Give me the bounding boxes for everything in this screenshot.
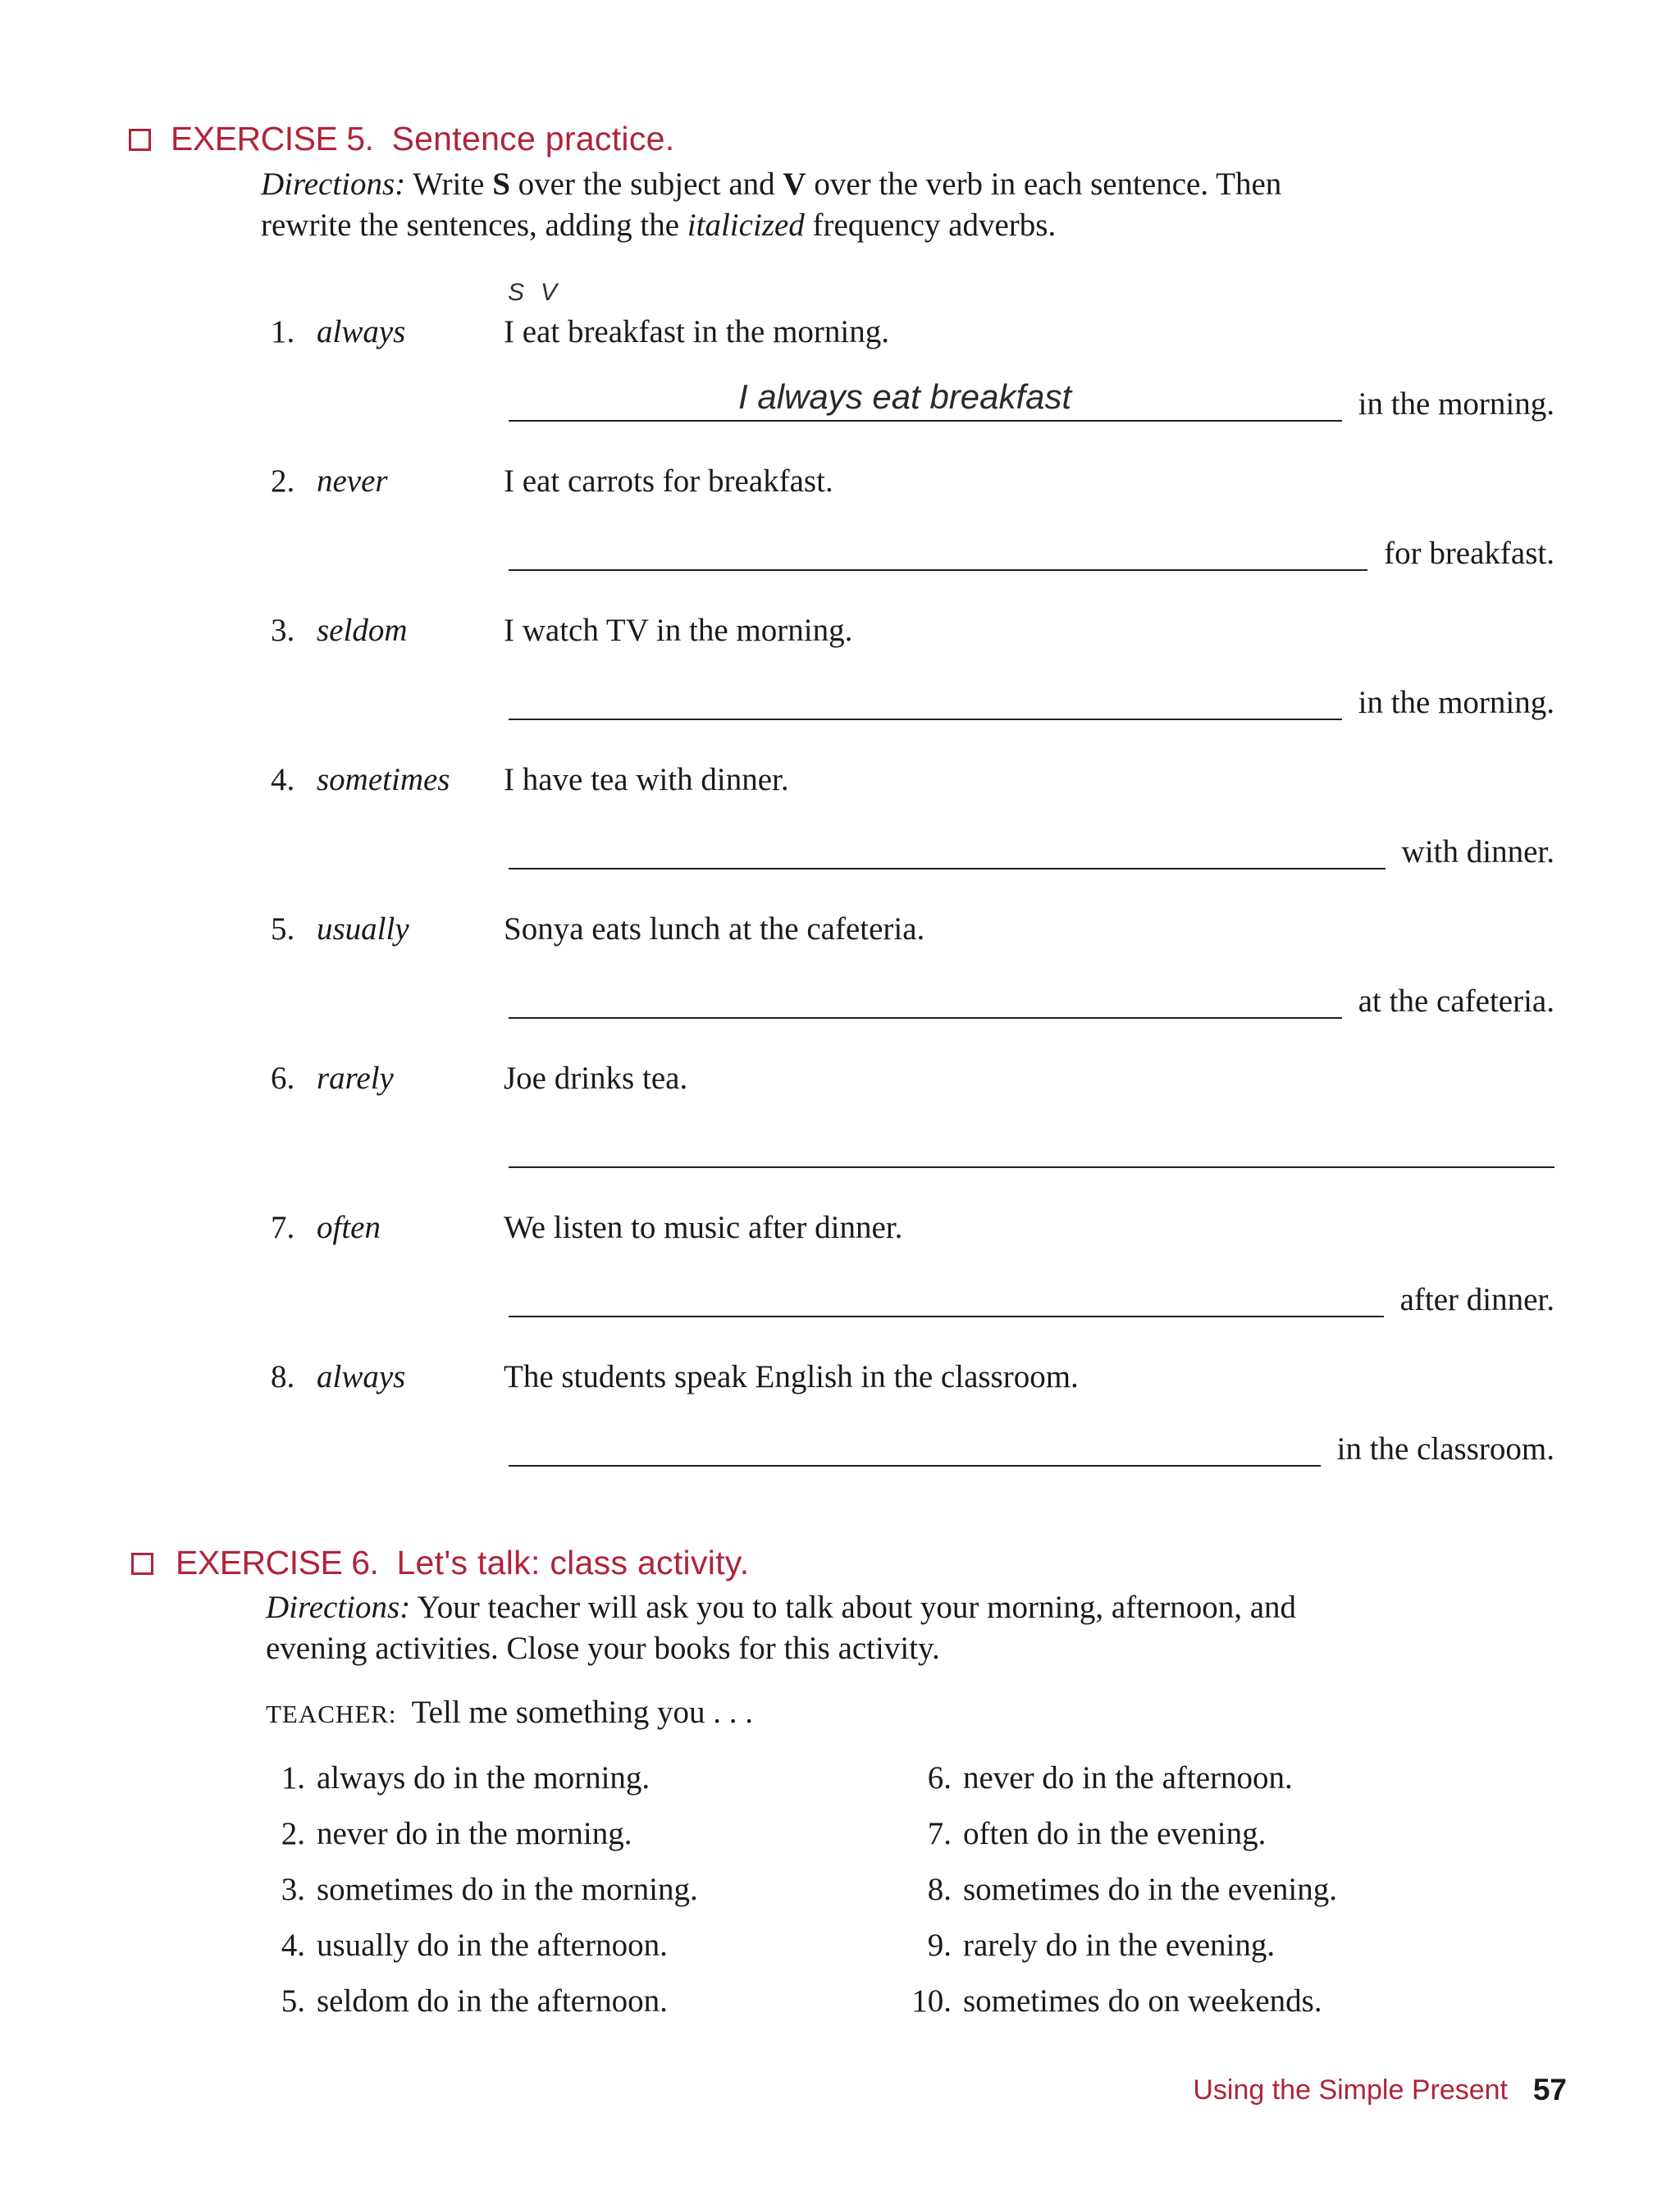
- sentence-ending: for breakfast.: [1384, 536, 1554, 571]
- exercise5-title: Sentence practice.: [391, 120, 675, 157]
- practice-sentence: Sonya eats lunch at the cafeteria.: [504, 911, 925, 947]
- footer-chapter-title: Using the Simple Present: [1193, 2074, 1508, 2106]
- exercise5-number: EXERCISE 5.: [171, 120, 374, 157]
- item-number: 6.: [271, 1061, 295, 1096]
- sentence-ending: in the morning.: [1358, 386, 1554, 422]
- activity-item: [917, 1759, 1293, 1796]
- exercise6-number: EXERCISE 6.: [176, 1544, 379, 1581]
- activity-item: [271, 1871, 698, 1908]
- activity-number: 9.: [927, 1928, 952, 1963]
- activity-text: always do in the morning.: [317, 1760, 651, 1796]
- practice-sentence: We listen to music after dinner.: [504, 1210, 903, 1245]
- sentence-ending: with dinner.: [1401, 834, 1554, 869]
- teacher-prompt-text: Tell me something you . . .: [411, 1695, 754, 1730]
- activity-number: 6.: [927, 1760, 952, 1796]
- verb-mark: V: [541, 279, 558, 306]
- practice-sentence: The students speak English in the classroom.: [504, 1359, 1079, 1394]
- activity-text: sometimes do in the evening.: [963, 1872, 1338, 1907]
- teacher-label: TEACHER:: [266, 1700, 397, 1728]
- frequency-adverb: often: [317, 1210, 381, 1245]
- activity-text: sometimes do on weekends.: [963, 1983, 1322, 2019]
- exercise5-directions-line2: rewrite the sentences, adding the italicized frequency adverbs.: [261, 208, 1057, 243]
- exercise6-checkbox[interactable]: [131, 1553, 153, 1575]
- practice-sentence: I eat carrots for breakfast.: [504, 463, 833, 499]
- activity-number: 1.: [281, 1760, 305, 1796]
- activity-number: 4.: [281, 1928, 305, 1963]
- activity-item: [271, 1759, 650, 1796]
- activity-item: [271, 1927, 668, 1964]
- activity-number: 3.: [281, 1872, 305, 1907]
- exercise5-directions-line1: Directions: Write S over the subject and V over the verb in each sentence. Then: [261, 167, 1282, 202]
- activity-number: 7.: [927, 1816, 952, 1851]
- frequency-adverb: rarely: [317, 1061, 394, 1096]
- item-number: 2.: [271, 463, 295, 499]
- activity-number: 2.: [281, 1816, 305, 1851]
- frequency-adverb: never: [317, 463, 388, 499]
- frequency-adverb: always: [317, 314, 406, 349]
- answer-blank[interactable]: [509, 868, 1386, 869]
- frequency-adverb: usually: [317, 911, 409, 947]
- item-number: 7.: [271, 1210, 295, 1245]
- item-number: 1.: [271, 314, 295, 349]
- sentence-ending: after dinner.: [1399, 1282, 1554, 1317]
- frequency-adverb: seldom: [317, 613, 408, 648]
- activity-number: 5.: [281, 1983, 305, 2019]
- activity-number: 10.: [911, 1983, 952, 2019]
- answer-blank[interactable]: [509, 719, 1342, 720]
- sentence-ending: in the morning.: [1358, 685, 1554, 720]
- activity-text: usually do in the afternoon.: [317, 1928, 668, 1963]
- activity-item: [917, 1815, 1266, 1852]
- answer-blank[interactable]: [509, 569, 1367, 571]
- answer-blank[interactable]: [509, 1465, 1321, 1467]
- exercise6-directions-line1: Directions: Your teacher will ask you to talk about your morning, afternoon, and: [266, 1590, 1297, 1625]
- activity-text: seldom do in the afternoon.: [317, 1983, 668, 2019]
- item-number: 3.: [271, 613, 295, 648]
- frequency-adverb: sometimes: [317, 762, 450, 797]
- exercise6-title: Let's talk: class activity.: [396, 1544, 750, 1581]
- exercise6-directions-line2: evening activities. Close your books for this activity.: [266, 1631, 940, 1666]
- activity-item: [901, 1983, 1322, 2019]
- activity-text: never do in the morning.: [317, 1816, 632, 1851]
- practice-sentence: Joe drinks tea.: [504, 1061, 688, 1096]
- answer-blank[interactable]: [509, 1017, 1342, 1019]
- answer-blank[interactable]: [509, 1316, 1384, 1317]
- activity-item: [917, 1927, 1275, 1964]
- exercise5-checkbox[interactable]: [129, 129, 151, 151]
- answer-blank[interactable]: [509, 420, 1342, 422]
- item-number: 4.: [271, 762, 295, 797]
- item-number: 5.: [271, 911, 295, 947]
- practice-sentence: I eat breakfast in the morning.: [504, 314, 889, 349]
- frequency-adverb: always: [317, 1359, 406, 1394]
- activity-number: 8.: [927, 1872, 952, 1907]
- activity-text: often do in the evening.: [963, 1816, 1267, 1851]
- sentence-ending: at the cafeteria.: [1358, 983, 1554, 1019]
- subject-mark: S: [508, 279, 525, 306]
- item-number: 8.: [271, 1359, 295, 1394]
- teacher-prompt: [266, 1694, 753, 1731]
- exercise5-heading: [171, 120, 674, 158]
- activity-text: rarely do in the evening.: [963, 1928, 1276, 1963]
- activity-item: [917, 1871, 1337, 1908]
- exercise6-heading: [176, 1544, 749, 1582]
- practice-sentence: I have tea with dinner.: [504, 762, 789, 797]
- exercise5-directions: [261, 164, 1281, 246]
- exercise6-directions: [266, 1587, 1296, 1669]
- page-number: 57: [1532, 2073, 1567, 2106]
- practice-sentence: I watch TV in the morning.: [504, 613, 853, 648]
- activity-item: [271, 1983, 668, 2019]
- sample-answer: I always eat breakfast: [738, 377, 1072, 416]
- activity-item: [271, 1815, 632, 1852]
- activity-text: sometimes do in the morning.: [317, 1872, 698, 1907]
- answer-blank[interactable]: [509, 1166, 1554, 1168]
- activity-text: never do in the afternoon.: [963, 1760, 1293, 1796]
- sentence-ending: in the classroom.: [1336, 1431, 1554, 1467]
